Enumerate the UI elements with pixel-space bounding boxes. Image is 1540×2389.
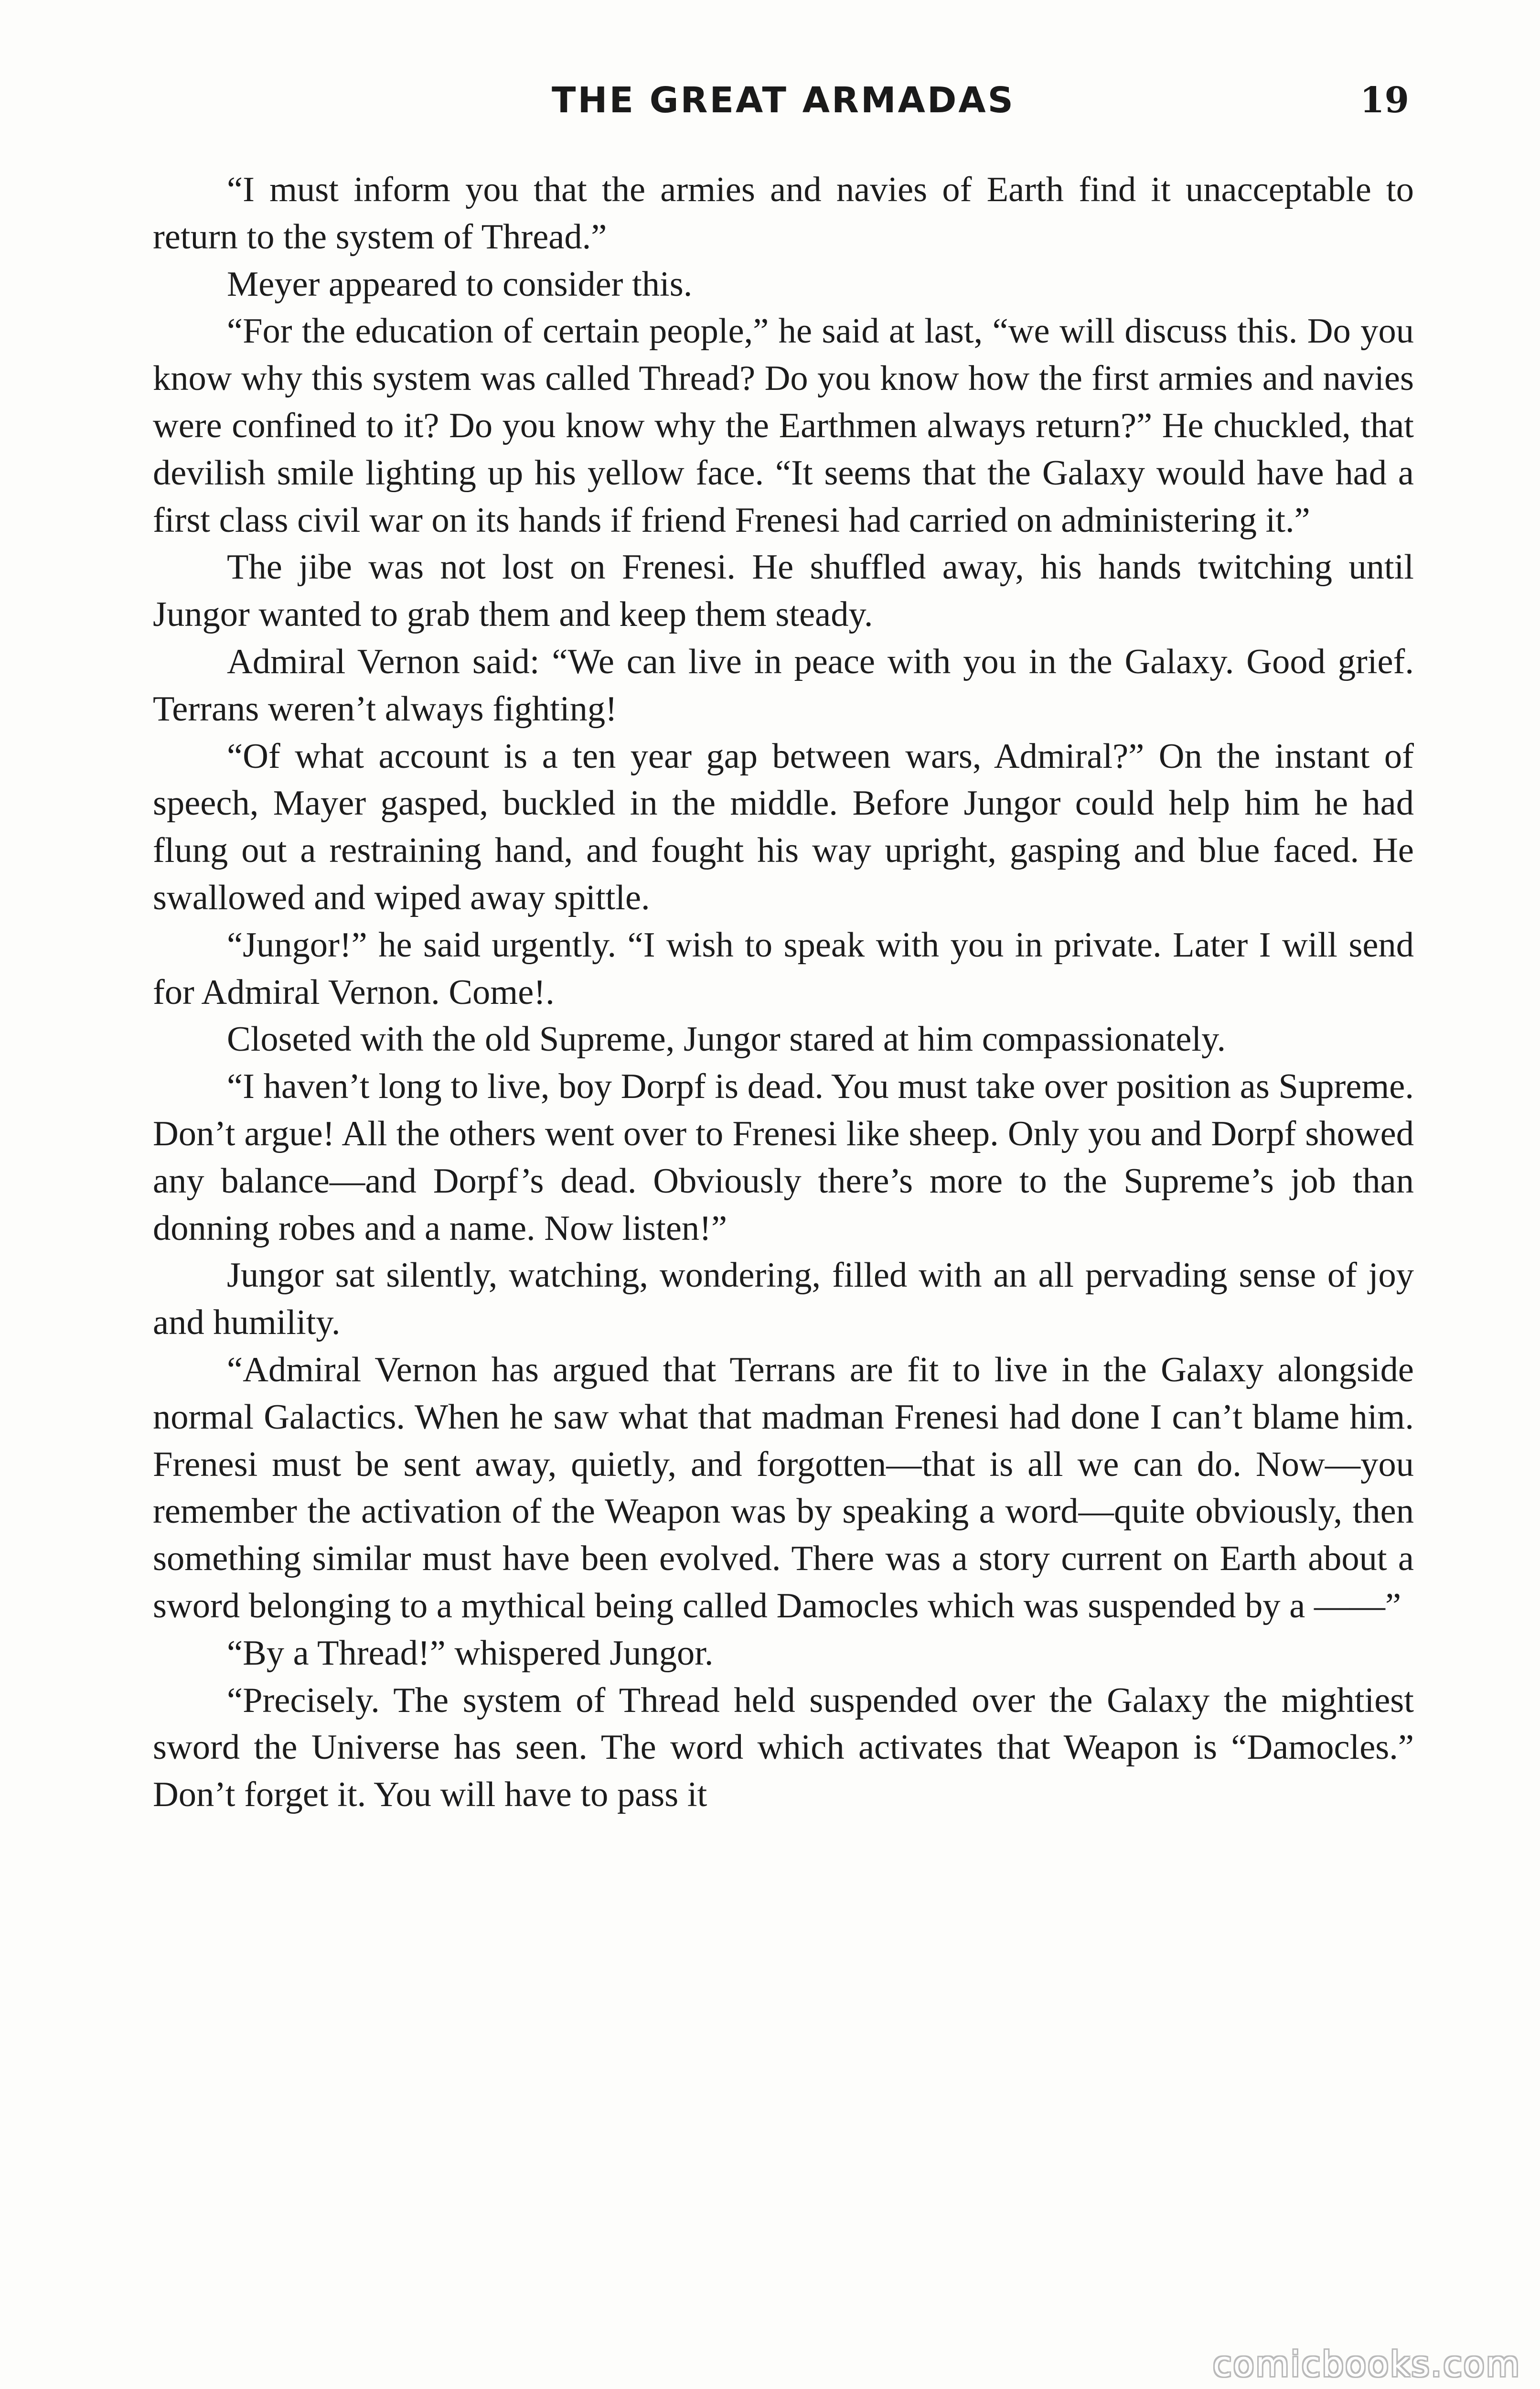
running-title: THE GREAT ARMADAS (552, 80, 1015, 121)
body-text (153, 166, 1414, 1819)
paragraph: “I haven’t long to live, boy Dorpf is dead. You must take over position as Supreme. Don’t argue! All the others went over to Frenesi like sheep. Only you and Dorpf showed any balance—and Dorpf’s dead. Obviously there’s more to the Supreme’s job than donning robes and a name. Now listen!” (153, 1067, 1414, 1248)
paragraph: “Precisely. The system of Thread held suspended over the Galaxy the mightiest sword the Universe has seen. The word which activates that Weapon is “Damocles.” Don’t forget it. You will have to pass it (153, 1680, 1414, 1815)
paragraph: Closeted with the old Supreme, Jungor stared at him compassionately. (227, 1020, 1226, 1059)
paragraph: “Jungor!” he said urgently. “I wish to speak with you in private. Later I will send for Admiral Vernon. Come!. (153, 925, 1414, 1012)
paragraph: “Of what account is a ten year gap between wars, Admiral?” On the instant of speech, Mayer gasped, buckled in the middle. Before Jungor could help him he had flung out a restraining hand, and fought his way upright, gasping and blue faced. He swallowed and wiped away spittle. (153, 736, 1414, 917)
paragraph: Admiral Vernon said: “We can live in peace with you in the Galaxy. Good grief. Terrans weren’t always fighting! (153, 642, 1414, 729)
paragraph: “I must inform you that the armies and navies of Earth find it unacceptable to return to the system of Thread.” (153, 170, 1414, 257)
paragraph: The jibe was not lost on Frenesi. He shuffled away, his hands twitching until Jungor wanted to grab them and keep them steady. (153, 548, 1414, 635)
paragraph: “By a Thread!” whispered Jungor. (227, 1633, 714, 1673)
paragraph: Jungor sat silently, watching, wondering, filled with an all pervading sense of joy and humility. (153, 1256, 1414, 1343)
page-number: 19 (1360, 80, 1409, 121)
watermark: comicbooks.com (1212, 2344, 1521, 2384)
running-head (153, 72, 1414, 129)
paragraph: “Admiral Vernon has argued that Terrans are fit to live in the Galaxy alongside normal Galactics. When he saw what that madman Frenesi had done I can’t blame him. Frenesi must be sent away, quietly, and forgotten—that is all we can do. Now—you remember the activation of the Weapon was by speaking a word—quite obviously, then something similar must have been evolved. There was a story current on Earth about a sword belonging to a mythical being called Damocles which was suspended by a ——” (153, 1350, 1414, 1625)
paragraph: “For the education of certain people,” he said at last, “we will discuss this. Do you know why this system was called Thread? Do you know how the first armies and navies were confined to it? Do you know why the Earthmen always return?” He chuckled, that devilish smile lighting up his yellow face. “It seems that the Galaxy would have had a first class civil war on its hands if friend Frenesi had carried on administering it.” (153, 312, 1414, 540)
paragraph: Meyer appeared to consider this. (227, 264, 693, 304)
